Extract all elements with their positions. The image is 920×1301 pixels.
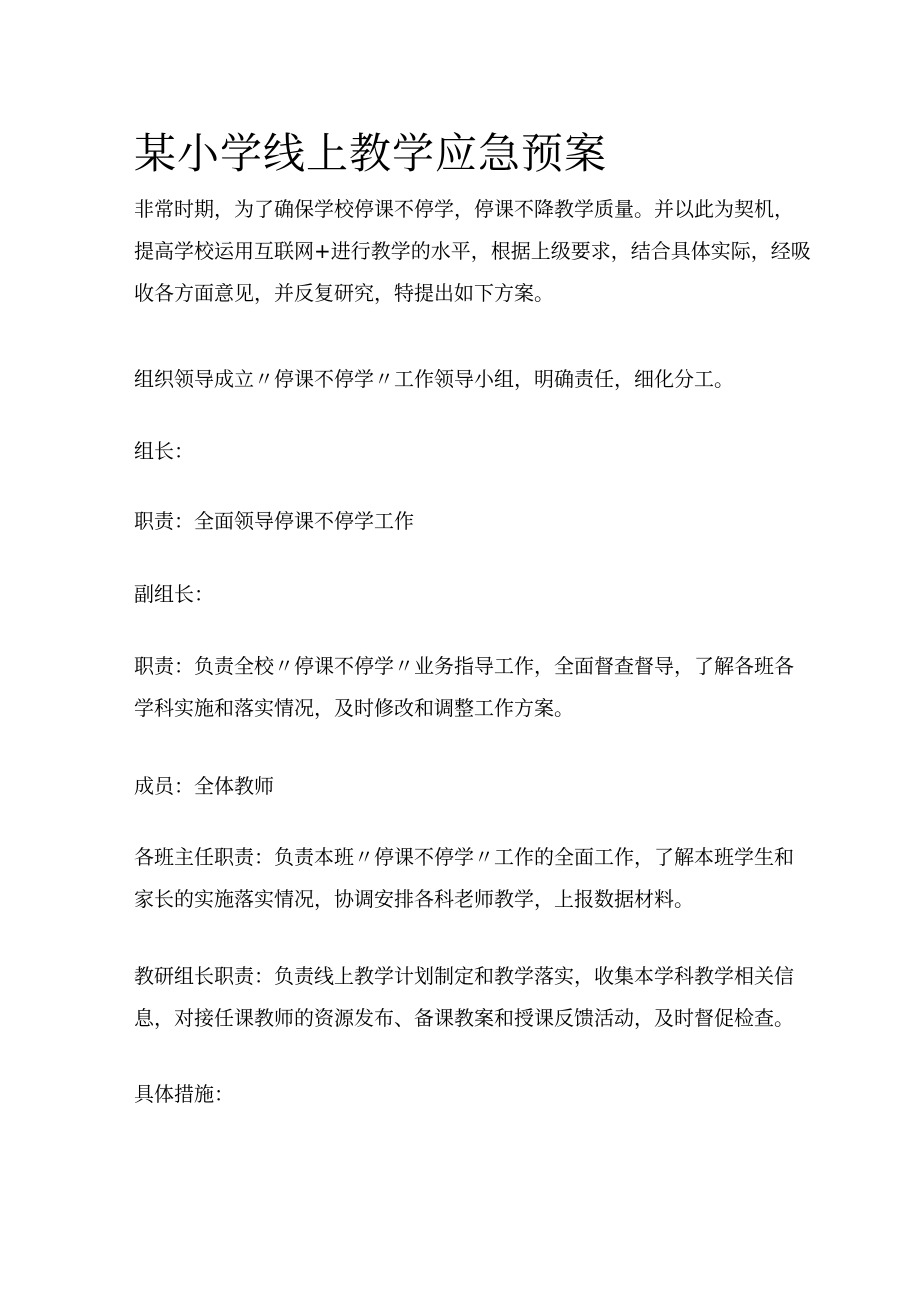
leader-duty (134, 500, 814, 542)
text-line: 提高学校运用互联网+进行教学的水平，根据上级要求，结合具体实际，经吸 (134, 239, 811, 263)
members-paragraph (134, 765, 814, 807)
text-line: 具体措施： (134, 1082, 234, 1106)
page-title: 某小学线上教学应急预案 (134, 129, 608, 178)
leader-label (134, 430, 814, 472)
text-line: 息，对接任课教师的资源发布、备课教案和授课反馈活动，及时督促检查。 (134, 1006, 794, 1030)
measures-heading (134, 1073, 814, 1115)
text-line: 学科实施和落实情况，及时修改和调整工作方案。 (134, 696, 574, 720)
text-line: 职责：负责全校〃停课不停学〃业务指导工作，全面督查督导，了解各班各 (134, 654, 794, 678)
text-line: 教研组长职责：负责线上教学计划制定和教学落实，收集本学科教学相关信 (134, 964, 794, 988)
text-line: 职责：全面领导停课不停学工作 (134, 509, 414, 533)
text-line: 各班主任职责：负责本班〃停课不停学〃工作的全面工作，了解本班学生和 (134, 845, 794, 869)
deputy-leader-duty (134, 645, 814, 729)
research-leader-duty (134, 955, 814, 1039)
text-line: 家长的实施落实情况，协调安排各科老师教学，上报数据材料。 (134, 887, 694, 911)
text-line: 组长： (134, 439, 194, 463)
intro-paragraph (134, 188, 814, 314)
organization-paragraph (134, 358, 814, 400)
text-line: 收各方面意见，并反复研究，特提出如下方案。 (134, 281, 554, 305)
text-line: 副组长： (134, 582, 214, 606)
text-line: 非常时期，为了确保学校停课不停学，停课不降教学质量。并以此为契机， (134, 197, 794, 221)
deputy-leader-label (134, 573, 814, 615)
text-line: 成员：全体教师 (134, 774, 274, 798)
text-line: 组织领导成立〃停课不停学〃工作领导小组，明确责任，细化分工。 (134, 367, 734, 391)
class-teacher-duty (134, 836, 814, 920)
